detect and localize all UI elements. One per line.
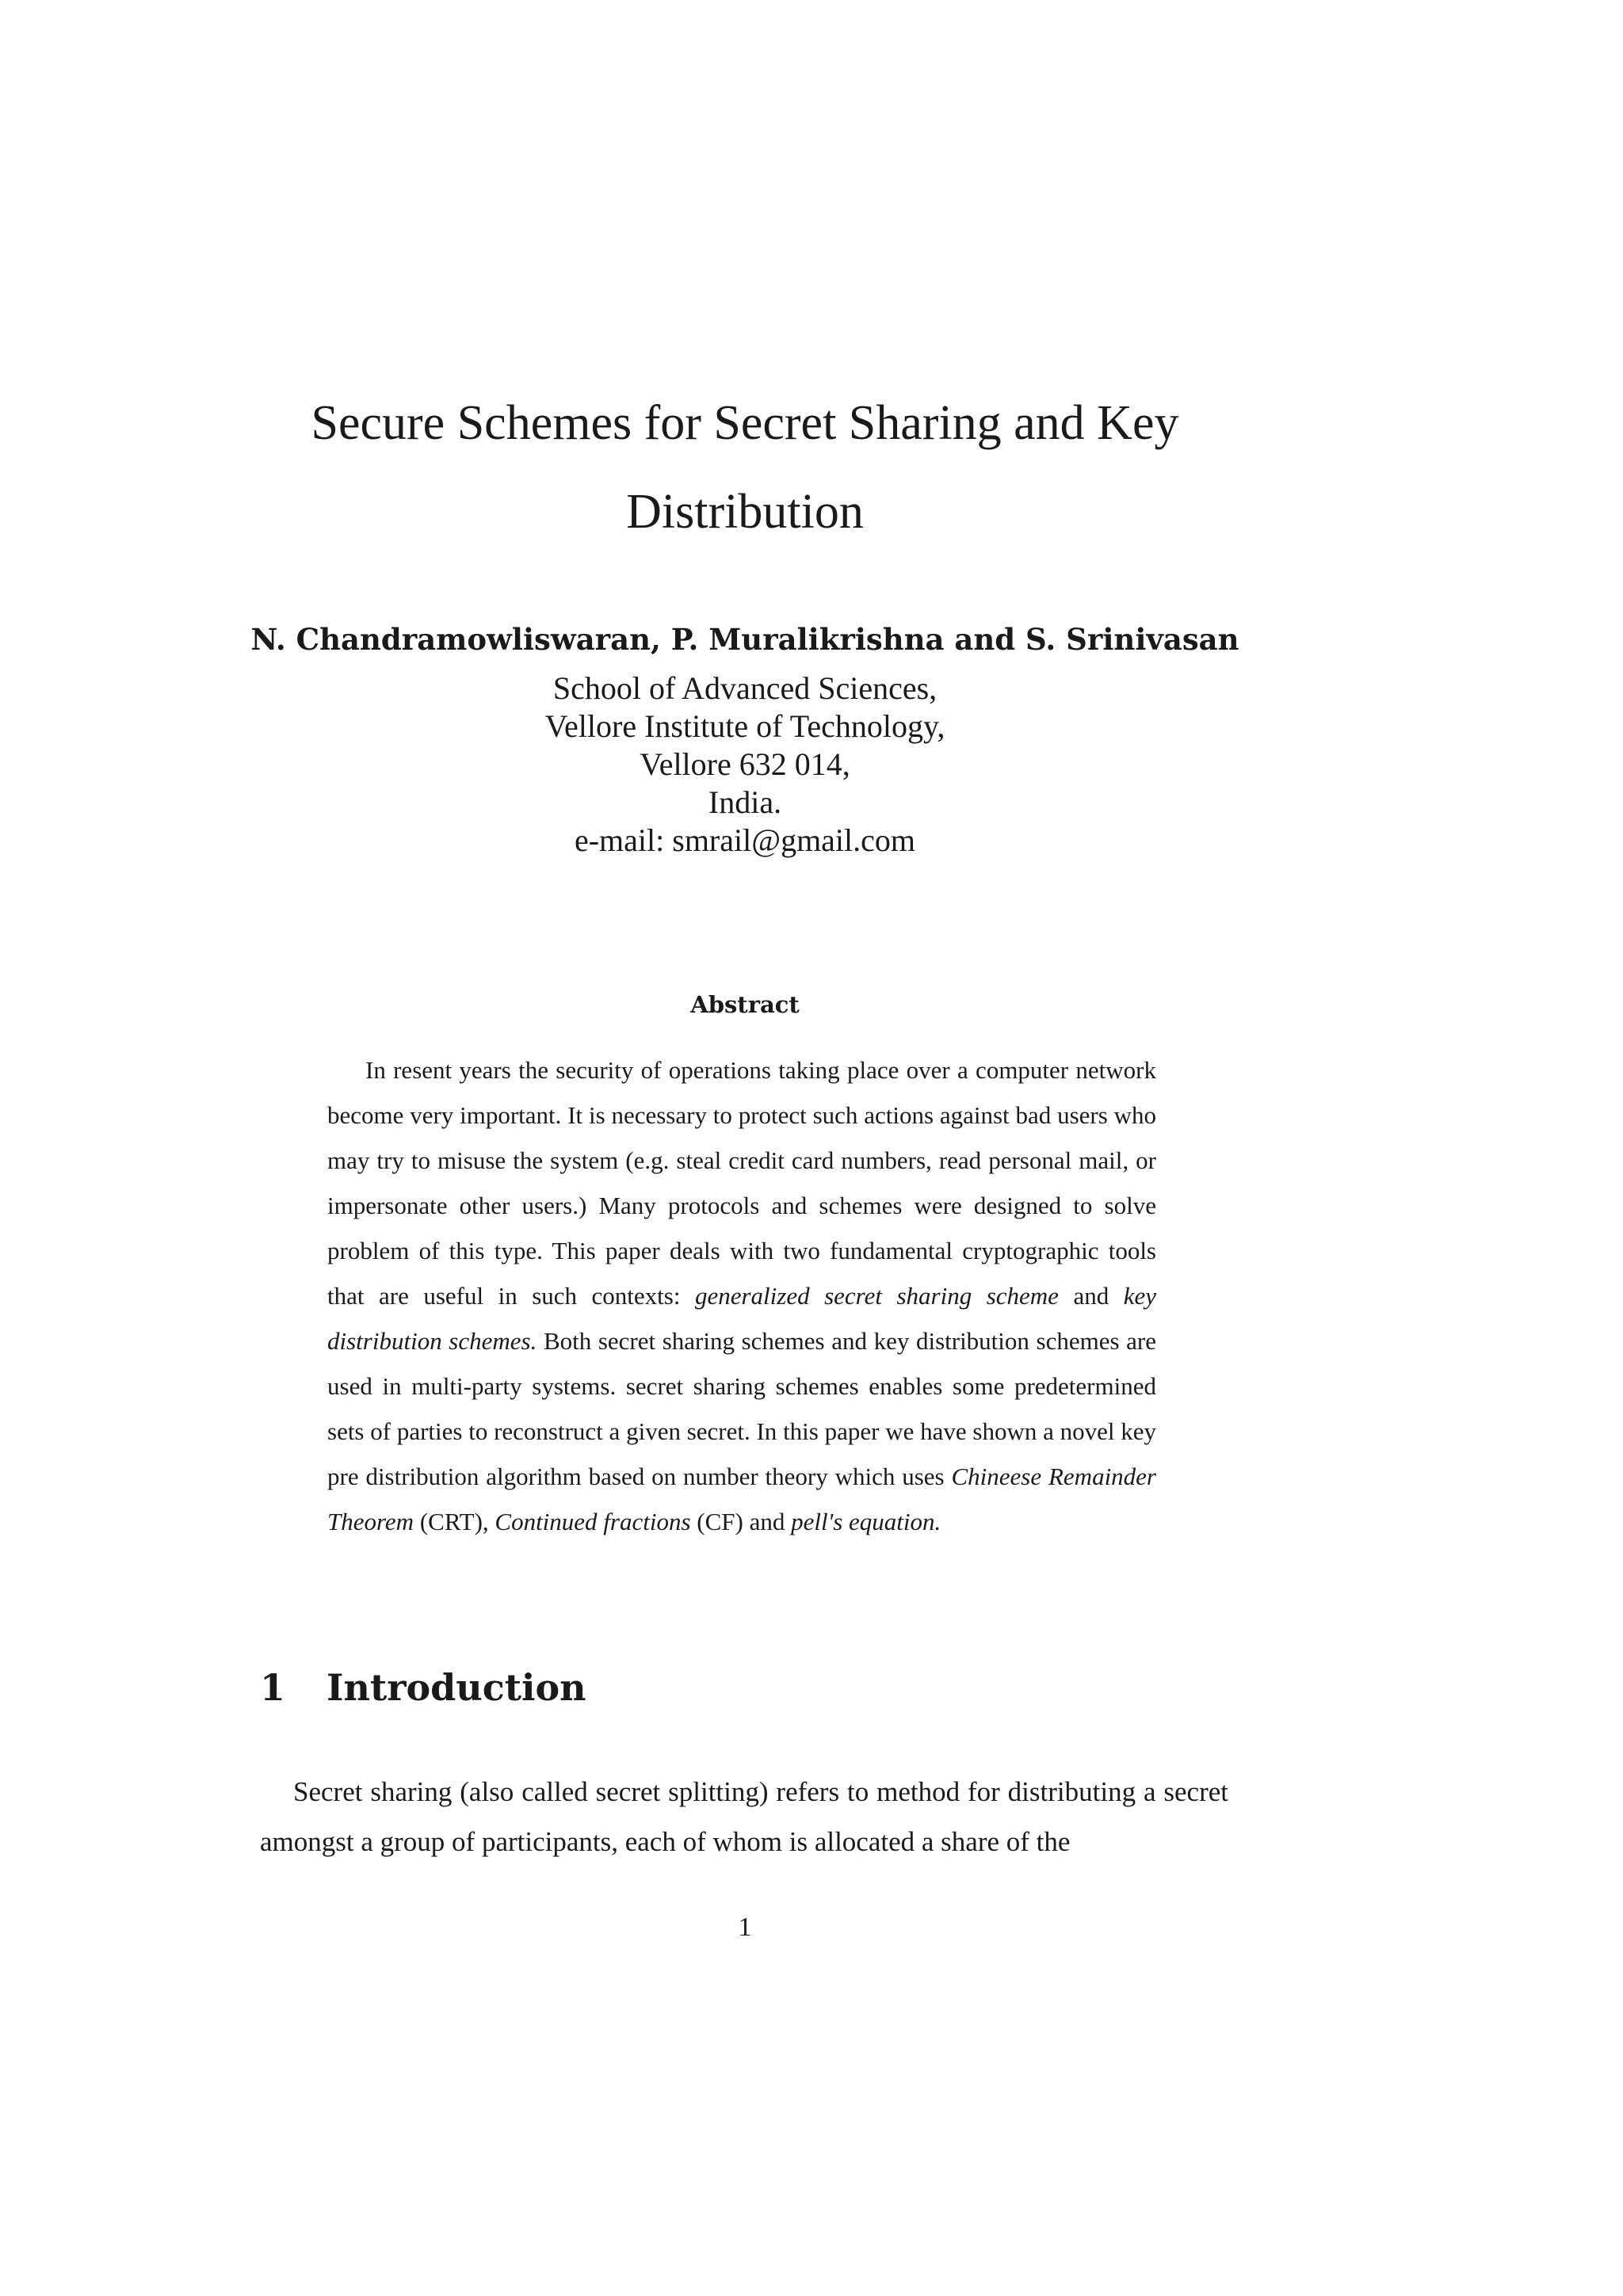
- abstract-text: (CF) and: [690, 1508, 792, 1535]
- abstract-paragraph: [327, 1047, 1156, 1544]
- affiliation-email: e-mail: smrail@gmail.com: [574, 822, 916, 858]
- abstract-text: and: [1058, 1282, 1124, 1310]
- abstract-text: (CRT),: [414, 1508, 495, 1535]
- abstract-emphasis: pell's equation.: [791, 1508, 941, 1535]
- affiliation-country: India.: [708, 784, 782, 820]
- paper-title-line-1: Secure Schemes for Secret Sharing and Key: [311, 396, 1179, 450]
- affiliation-institute: Vellore Institute of Technology,: [544, 708, 945, 744]
- abstract-body: [327, 1047, 1156, 1544]
- abstract-heading: Abstract: [690, 991, 800, 1018]
- section-heading-introduction: [260, 1662, 586, 1713]
- affiliation-city: Vellore 632 014,: [640, 746, 850, 782]
- paper-title: [254, 379, 1236, 556]
- introduction-paragraph: Secret sharing (also called secret splitting) refers to method for distributing a secret amongst a group of participants, each of whom is allocated a share of the: [260, 1776, 1228, 1857]
- section-title: Introduction: [327, 1666, 586, 1709]
- abstract-emphasis: generalized secret sharing scheme: [694, 1282, 1059, 1310]
- affiliation-school: School of Advanced Sciences,: [552, 670, 938, 706]
- affiliation-block: [349, 669, 1141, 860]
- abstract-text: In resent years the security of operations taking place over a computer network become very important. It is necessary to protect such actions against bad users who may try to misuse the system (e.g. steal credit card numbers, read personal mail, or impersonate other users.) Many protocols and schemes were designed to solve problem of this type. This paper deals with two fundamental cryptographic tools that are useful in such contexts:: [327, 1056, 1156, 1310]
- abstract-emphasis: Chineese Remainder Theorem: [327, 1463, 1156, 1535]
- introduction-body: [260, 1767, 1228, 1867]
- abstract-emphasis: key distribution schemes.: [327, 1282, 1156, 1355]
- page-number: 1: [738, 1913, 752, 1942]
- paper-title-line-2: Distribution: [626, 485, 864, 539]
- section-number: 1: [260, 1666, 286, 1709]
- abstract-emphasis: Continued fractions: [495, 1508, 691, 1535]
- author-list: N. Chandramowliswaran, P. Muralikrishna and S. Srinivasan: [250, 622, 1239, 657]
- abstract-text: Both secret sharing schemes and key distribution schemes are used in multi-party systems. secret sharing schemes enables some predetermined sets of parties to reconstruct a given secret. In this paper we have shown a novel key pre distribution algorithm based on number theory which uses: [327, 1327, 1156, 1490]
